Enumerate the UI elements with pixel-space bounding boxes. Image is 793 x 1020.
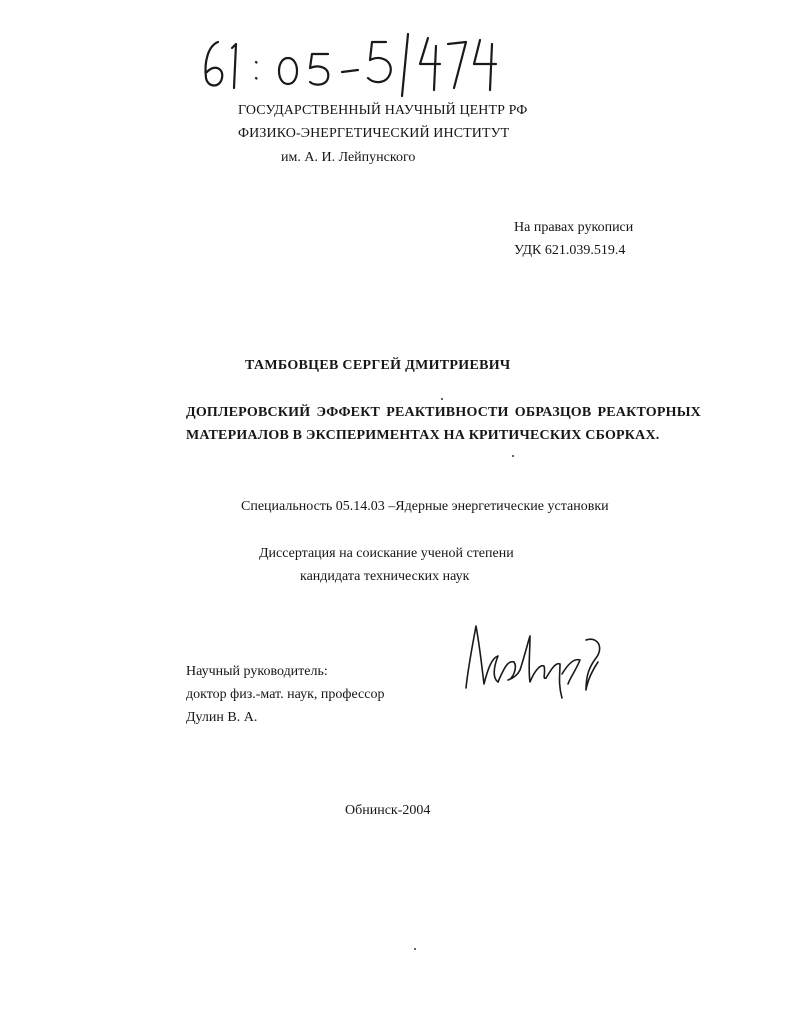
scan-speck [441,398,443,400]
rights-note: На правах рукописи [514,220,634,235]
place-year: Обнинск-2004 [345,803,431,818]
title-line-2: МАТЕРИАЛОВ В ЭКСПЕРИМЕНТАХ НА КРИТИЧЕСКИХ СБОРКАХ. [186,428,660,443]
supervisor-name: Дулин В. А. [186,710,258,725]
author-name: ТАМБОВЦЕВ СЕРГЕЙ ДМИТРИЕВИЧ [245,358,511,373]
specialty: Специальность 05.14.03 –Ядерные энергетические установки [241,499,609,514]
supervisor-degree: доктор физ.-мат. наук, профессор [186,687,385,702]
organization-line-2: ФИЗИКО-ЭНЕРГЕТИЧЕСКИЙ ИНСТИТУТ [238,126,510,141]
organization-line-1: ГОСУДАРСТВЕННЫЙ НАУЧНЫЙ ЦЕНТР РФ [238,103,528,118]
udk-code: УДК 621.039.519.4 [514,243,626,258]
scan-speck [512,455,514,457]
signature [458,618,610,700]
handwritten-archive-code [196,28,506,98]
supervisor-label: Научный руководитель: [186,664,328,679]
organization-line-3: им. А. И. Лейпунского [281,150,416,165]
title-line-1: ДОПЛЕРОВСКИЙ ЭФФЕКТ РЕАКТИВНОСТИ ОБРАЗЦОВ РЕАКТОРНЫХ [186,405,701,420]
dissertation-line-2: кандидата технических наук [300,569,470,584]
scan-speck [414,948,416,950]
dissertation-line-1: Диссертация на соискание ученой степени [259,546,514,561]
